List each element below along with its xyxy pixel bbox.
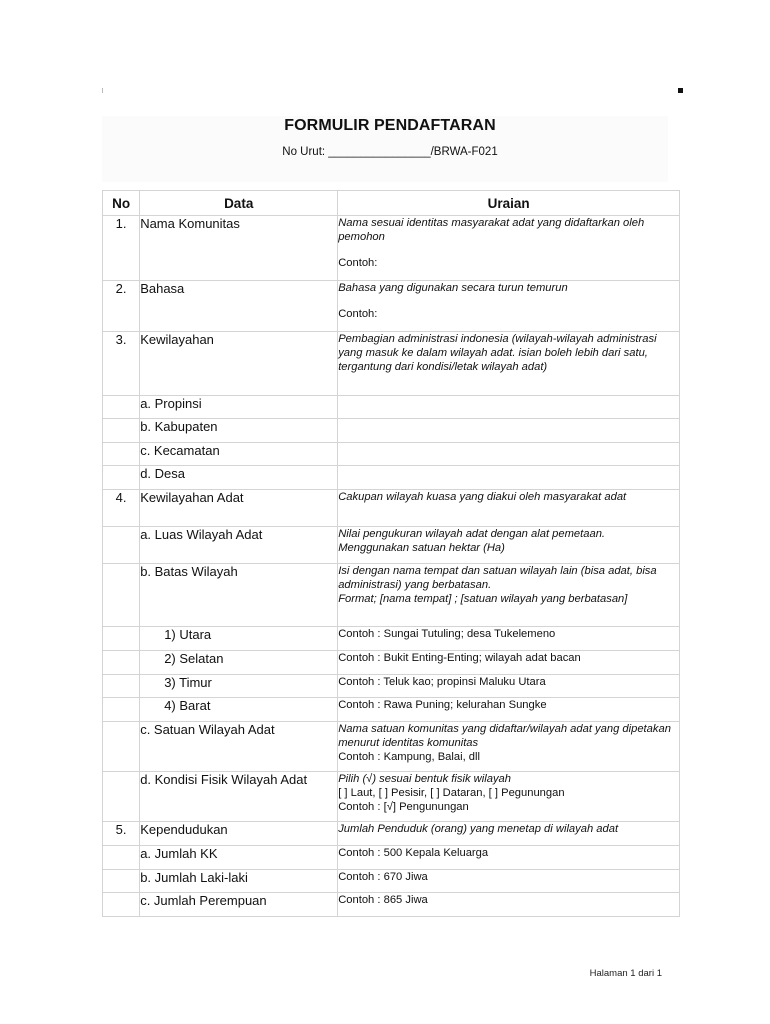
row-data: Bahasa <box>140 281 338 332</box>
table-row <box>103 870 680 893</box>
row-data: b. Jumlah Laki-laki <box>140 870 338 893</box>
margin-tick <box>102 88 103 93</box>
row-uraian: Contoh : Sungai Tutuling; desa Tukelemeno <box>338 627 680 651</box>
row-number <box>103 396 140 419</box>
row-desc: Nama satuan komunitas yang didaftar/wilayah adat yang dipetakan menurut identitas komunitas <box>338 723 671 749</box>
row-number <box>103 846 140 870</box>
row-number <box>103 651 140 675</box>
row-data: d. Kondisi Fisik Wilayah Adat <box>140 772 338 822</box>
row-data: Kependudukan <box>140 822 338 846</box>
registration-table <box>102 190 680 917</box>
row-data: c. Jumlah Perempuan <box>140 893 338 917</box>
row-uraian: Contoh : 865 Jiwa <box>338 893 680 917</box>
table-header-row <box>103 191 680 216</box>
row-desc: Isi dengan nama tempat dan satuan wilayah lain (bisa adat, bisa administrasi) yang berbatasan. <box>338 565 657 591</box>
row-uraian <box>338 396 680 419</box>
row-uraian <box>338 281 680 332</box>
row-uraian <box>338 443 680 466</box>
row-example: Contoh: <box>338 257 378 269</box>
table-row <box>103 722 680 772</box>
header-data: Data <box>140 191 338 216</box>
row-data: a. Jumlah KK <box>140 846 338 870</box>
row-desc: Nilai pengukuran wilayah adat dengan alat pemetaan. Menggunakan satuan hektar (Ha) <box>338 528 606 554</box>
row-data: d. Desa <box>140 466 338 490</box>
row-uraian <box>338 490 680 527</box>
row-data: a. Luas Wilayah Adat <box>140 527 338 564</box>
row-desc: Bahasa yang digunakan secara turun temurun <box>338 282 568 294</box>
row-desc: Nama sesuai identitas masyarakat adat yang didaftarkan oleh pemohon <box>338 217 645 243</box>
row-example: Contoh : Kampung, Balai, dll <box>338 751 480 763</box>
row-data: a. Propinsi <box>140 396 338 419</box>
row-uraian <box>338 332 680 396</box>
table-row <box>103 846 680 870</box>
row-uraian <box>338 822 680 846</box>
row-number <box>103 870 140 893</box>
table-row <box>103 772 680 822</box>
row-number <box>103 527 140 564</box>
row-uraian <box>338 722 680 772</box>
table-row <box>103 893 680 917</box>
row-number <box>103 564 140 627</box>
row-number <box>103 698 140 722</box>
row-uraian: Contoh : Bukit Enting-Enting; wilayah adat bacan <box>338 651 680 675</box>
row-data: Kewilayahan Adat <box>140 490 338 527</box>
table-row <box>103 822 680 846</box>
header-uraian: Uraian <box>338 191 680 216</box>
page-footer: Halaman 1 dari 1 <box>589 968 662 979</box>
row-data: Nama Komunitas <box>140 216 338 281</box>
table-row <box>103 281 680 332</box>
row-number: 3. <box>103 332 140 396</box>
row-data: 4) Barat <box>140 698 338 722</box>
row-data: b. Batas Wilayah <box>140 564 338 627</box>
row-data: b. Kabupaten <box>140 419 338 443</box>
table-row <box>103 698 680 722</box>
row-data: 3) Timur <box>140 675 338 698</box>
row-desc: Cakupan wilayah kuasa yang diakui oleh masyarakat adat <box>338 491 627 503</box>
row-data: c. Kecamatan <box>140 443 338 466</box>
table-row <box>103 651 680 675</box>
row-uraian <box>338 466 680 490</box>
table-row <box>103 396 680 419</box>
row-data: Kewilayahan <box>140 332 338 396</box>
table-row <box>103 627 680 651</box>
row-number <box>103 627 140 651</box>
row-number <box>103 419 140 443</box>
row-uraian <box>338 419 680 443</box>
row-data: 2) Selatan <box>140 651 338 675</box>
row-number: 2. <box>103 281 140 332</box>
row-uraian: Contoh : 670 Jiwa <box>338 870 680 893</box>
row-number: 4. <box>103 490 140 527</box>
corner-mark <box>678 88 683 93</box>
table-row <box>103 466 680 490</box>
row-desc: Jumlah Penduduk (orang) yang menetap di wilayah adat <box>338 823 619 835</box>
table-row <box>103 216 680 281</box>
row-number: 5. <box>103 822 140 846</box>
row-example: Contoh: <box>338 308 378 320</box>
row-number <box>103 675 140 698</box>
table-row <box>103 490 680 527</box>
row-number <box>103 893 140 917</box>
row-number <box>103 772 140 822</box>
header-no: No <box>103 191 140 216</box>
form-number: No Urut: ________________/BRWA-F021 <box>282 146 498 158</box>
row-number <box>103 722 140 772</box>
row-uraian <box>338 216 680 281</box>
row-options: [ ] Laut, [ ] Pesisir, [ ] Dataran, [ ] Pegunungan <box>338 787 565 799</box>
row-number: 1. <box>103 216 140 281</box>
row-example: Contoh : [√] Pengunungan <box>338 801 469 813</box>
table-row <box>103 443 680 466</box>
row-uraian <box>338 527 680 564</box>
row-number <box>103 466 140 490</box>
row-uraian <box>338 772 680 822</box>
table-row <box>103 675 680 698</box>
table-row <box>103 419 680 443</box>
table-row <box>103 527 680 564</box>
row-uraian: Contoh : Rawa Puning; kelurahan Sungke <box>338 698 680 722</box>
row-desc: Pilih (√) sesuai bentuk fisik wilayah <box>338 773 511 785</box>
row-number <box>103 443 140 466</box>
table-row <box>103 332 680 396</box>
row-uraian: Contoh : 500 Kepala Keluarga <box>338 846 680 870</box>
row-format: Format; [nama tempat] ; [satuan wilayah yang berbatasan] <box>338 593 628 605</box>
row-uraian: Contoh : Teluk kao; propinsi Maluku Utara <box>338 675 680 698</box>
row-data: c. Satuan Wilayah Adat <box>140 722 338 772</box>
row-uraian <box>338 564 680 627</box>
table-row <box>103 564 680 627</box>
row-data: 1) Utara <box>140 627 338 651</box>
row-desc: Pembagian administrasi indonesia (wilayah-wilayah administrasi yang masuk ke dalam wilayah adat. isian boleh lebih dari satu, tergantung dari kondisi/letak wilayah adat) <box>338 333 657 373</box>
form-title: FORMULIR PENDAFTARAN <box>284 117 496 134</box>
